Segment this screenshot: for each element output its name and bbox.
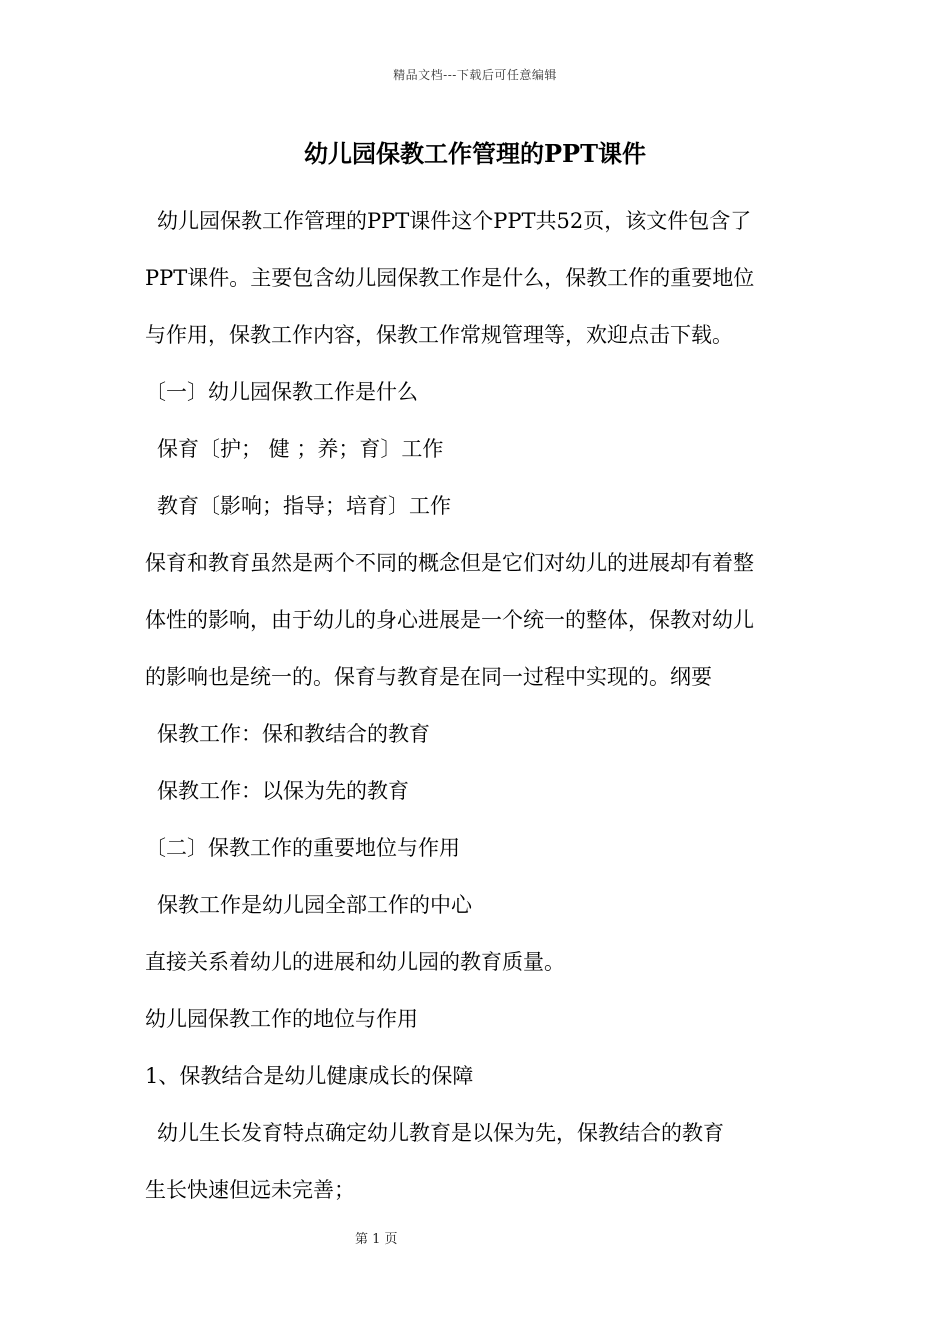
paragraph-line-7: 直接关系着幼儿的进展和幼儿园的教育质量。 [145, 950, 565, 974]
paragraph-line-4: 保育和教育虽然是两个不同的概念但是它们对幼儿的进展却有着整 [145, 551, 754, 575]
list-item: 保教工作是幼儿园全部工作的中心 [157, 893, 472, 917]
paragraph-line-2: PPT课件。主要包含幼儿园保教工作是什么，保教工作的重要地位 [145, 266, 755, 290]
list-item: 保教工作：以保为先的教育 [157, 779, 409, 803]
list-item: 教育〔影响；指导；培育〕工作 [157, 494, 451, 518]
list-item: 保育〔护； 健 ；养；育〕工作 [157, 437, 444, 461]
section-heading-1: 〔一〕幼儿园保教工作是什么 [145, 380, 418, 404]
numbered-item-1: 1、保教结合是幼儿健康成长的保障 [145, 1064, 474, 1088]
paragraph-line-3: 与作用，保教工作内容，保教工作常规管理等，欢迎点击下载。 [145, 323, 733, 347]
document-title: 幼儿园保教工作管理的PPT课件 [304, 139, 646, 168]
paragraph-line-8: 幼儿园保教工作的地位与作用 [145, 1007, 418, 1031]
paragraph-line-5: 体性的影响，由于幼儿的身心进展是一个统一的整体，保教对幼儿 [145, 608, 754, 632]
paragraph-line-1: 幼儿园保教工作管理的PPT课件这个PPT共52页，该文件包含了 [157, 209, 752, 233]
page-number: 第 1 页 [355, 1232, 398, 1247]
paragraph-line-9: 幼儿生长发育特点确定幼儿教育是以保为先，保教结合的教育 [157, 1121, 724, 1145]
header-note: 精品文档---下载后可任意编辑 [393, 68, 557, 82]
paragraph-line-10: 生长快速但远未完善； [145, 1178, 355, 1202]
paragraph-line-6: 的影响也是统一的。保育与教育是在同一过程中实现的。纲要 [145, 665, 712, 689]
list-item: 保教工作：保和教结合的教育 [157, 722, 430, 746]
section-heading-2: 〔二〕保教工作的重要地位与作用 [145, 836, 460, 860]
